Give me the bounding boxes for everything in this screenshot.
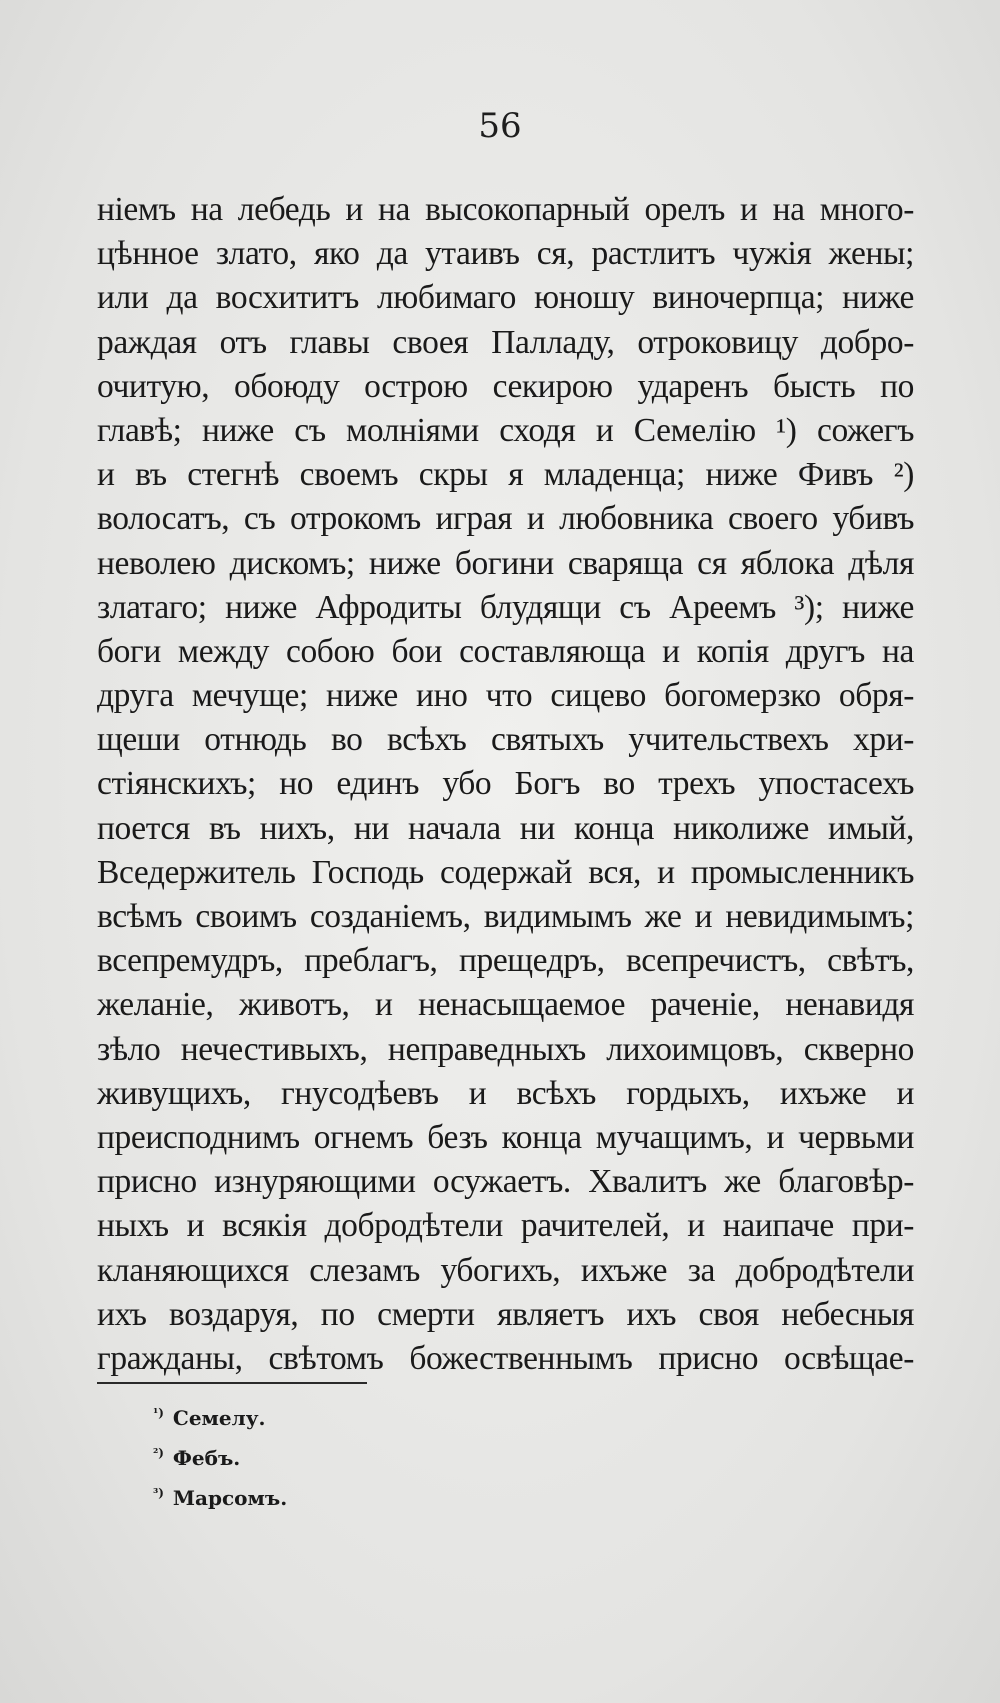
footnote-2 (153, 1433, 287, 1473)
text-line: зѣло нечестивыхъ, неправедныхъ лихоимцовъ, скверно (97, 1030, 914, 1068)
text-line: очитую, обоюду острою секирою ударенъ бысть по (97, 367, 914, 405)
footnote-3 (153, 1473, 287, 1513)
text-line: и въ стегнѣ своемъ скры я младенца; ниже Фивъ ²) (97, 456, 914, 494)
text-line: преисподнимъ огнемъ безъ конца мучащимъ, и червьми (97, 1118, 914, 1156)
page-number: 56 (478, 106, 522, 146)
text-line: златаго; ниже Афродиты блудящи съ Ареемъ ³); ниже (97, 588, 914, 626)
footnote-mark: ²) (153, 1446, 164, 1460)
text-line: или да восхититъ любимаго юношу виночерпца; ниже (97, 279, 914, 317)
footnotes (153, 1393, 287, 1513)
text-line: кланяющихся слезамъ убогихъ, ихъже за добродѣтели (97, 1251, 914, 1289)
text-line: живущихъ, гнусодѣевъ и всѣхъ гордыхъ, ихъже и (97, 1074, 914, 1112)
text-line: ніемъ на лебедь и на высокопарный орелъ и на много- (97, 191, 914, 228)
footnote-text: Семелу. (172, 1406, 266, 1430)
text-line: гражданы, свѣтомъ божественнымъ присно освѣщае- (97, 1339, 914, 1377)
footnote-text: Фебъ. (172, 1446, 241, 1470)
text-line: поется въ нихъ, ни начала ни конца николиже имый, (97, 809, 914, 847)
footnote-mark: ¹) (153, 1406, 164, 1420)
text-line: Вседержитель Господь содержай вся, и промысленникъ (97, 853, 914, 891)
text-line: волосатъ, съ отрокомъ играя и любовника своего убивъ (97, 500, 914, 538)
text-line: ныхъ и всякія добродѣтели рачителей, и наипаче при- (97, 1207, 914, 1245)
body-text (97, 188, 914, 1381)
text-line: всепремудръ, преблагъ, прещедръ, всепречистъ, свѣтъ, (97, 942, 914, 980)
text-line: неволею дискомъ; ниже богини сваряща ся яблока дѣля (97, 544, 914, 582)
footnote-rule (97, 1382, 367, 1384)
text-line: всѣмъ своимъ созданіемъ, видимымъ же и невидимымъ; (97, 898, 914, 935)
text-line: стіянскихъ; но единъ убо Богъ во трехъ упостасехъ (97, 765, 914, 803)
text-line: цѣнное злато, яко да утаивъ ся, растлитъ чужія жены; (97, 235, 914, 273)
text-line: щеши отнюдь во всѣхъ святыхъ учительствехъ хри- (97, 721, 914, 759)
footnote-mark: ³) (153, 1486, 164, 1500)
text-line: раждая отъ главы своея Палладу, отроковицу добро- (97, 323, 914, 361)
text-line: боги между собою бои составляюща и копія другъ на (97, 632, 914, 670)
text-line: главѣ; ниже съ молніями сходя и Семелію ¹) сожегъ (97, 411, 914, 449)
text-line: желаніе, животъ, и ненасыщаемое раченіе, ненавидя (97, 986, 914, 1024)
text-line: ихъ воздаруя, по смерти являетъ ихъ своя небесныя (97, 1295, 914, 1333)
footnote-text: Марсомъ. (172, 1486, 288, 1510)
footnote-1 (153, 1393, 287, 1433)
text-line: друга мечуще; ниже ино что сицево богомерзко обря- (97, 677, 914, 715)
text-line: присно изнуряющими осужаетъ. Хвалитъ же благовѣр- (97, 1163, 914, 1201)
